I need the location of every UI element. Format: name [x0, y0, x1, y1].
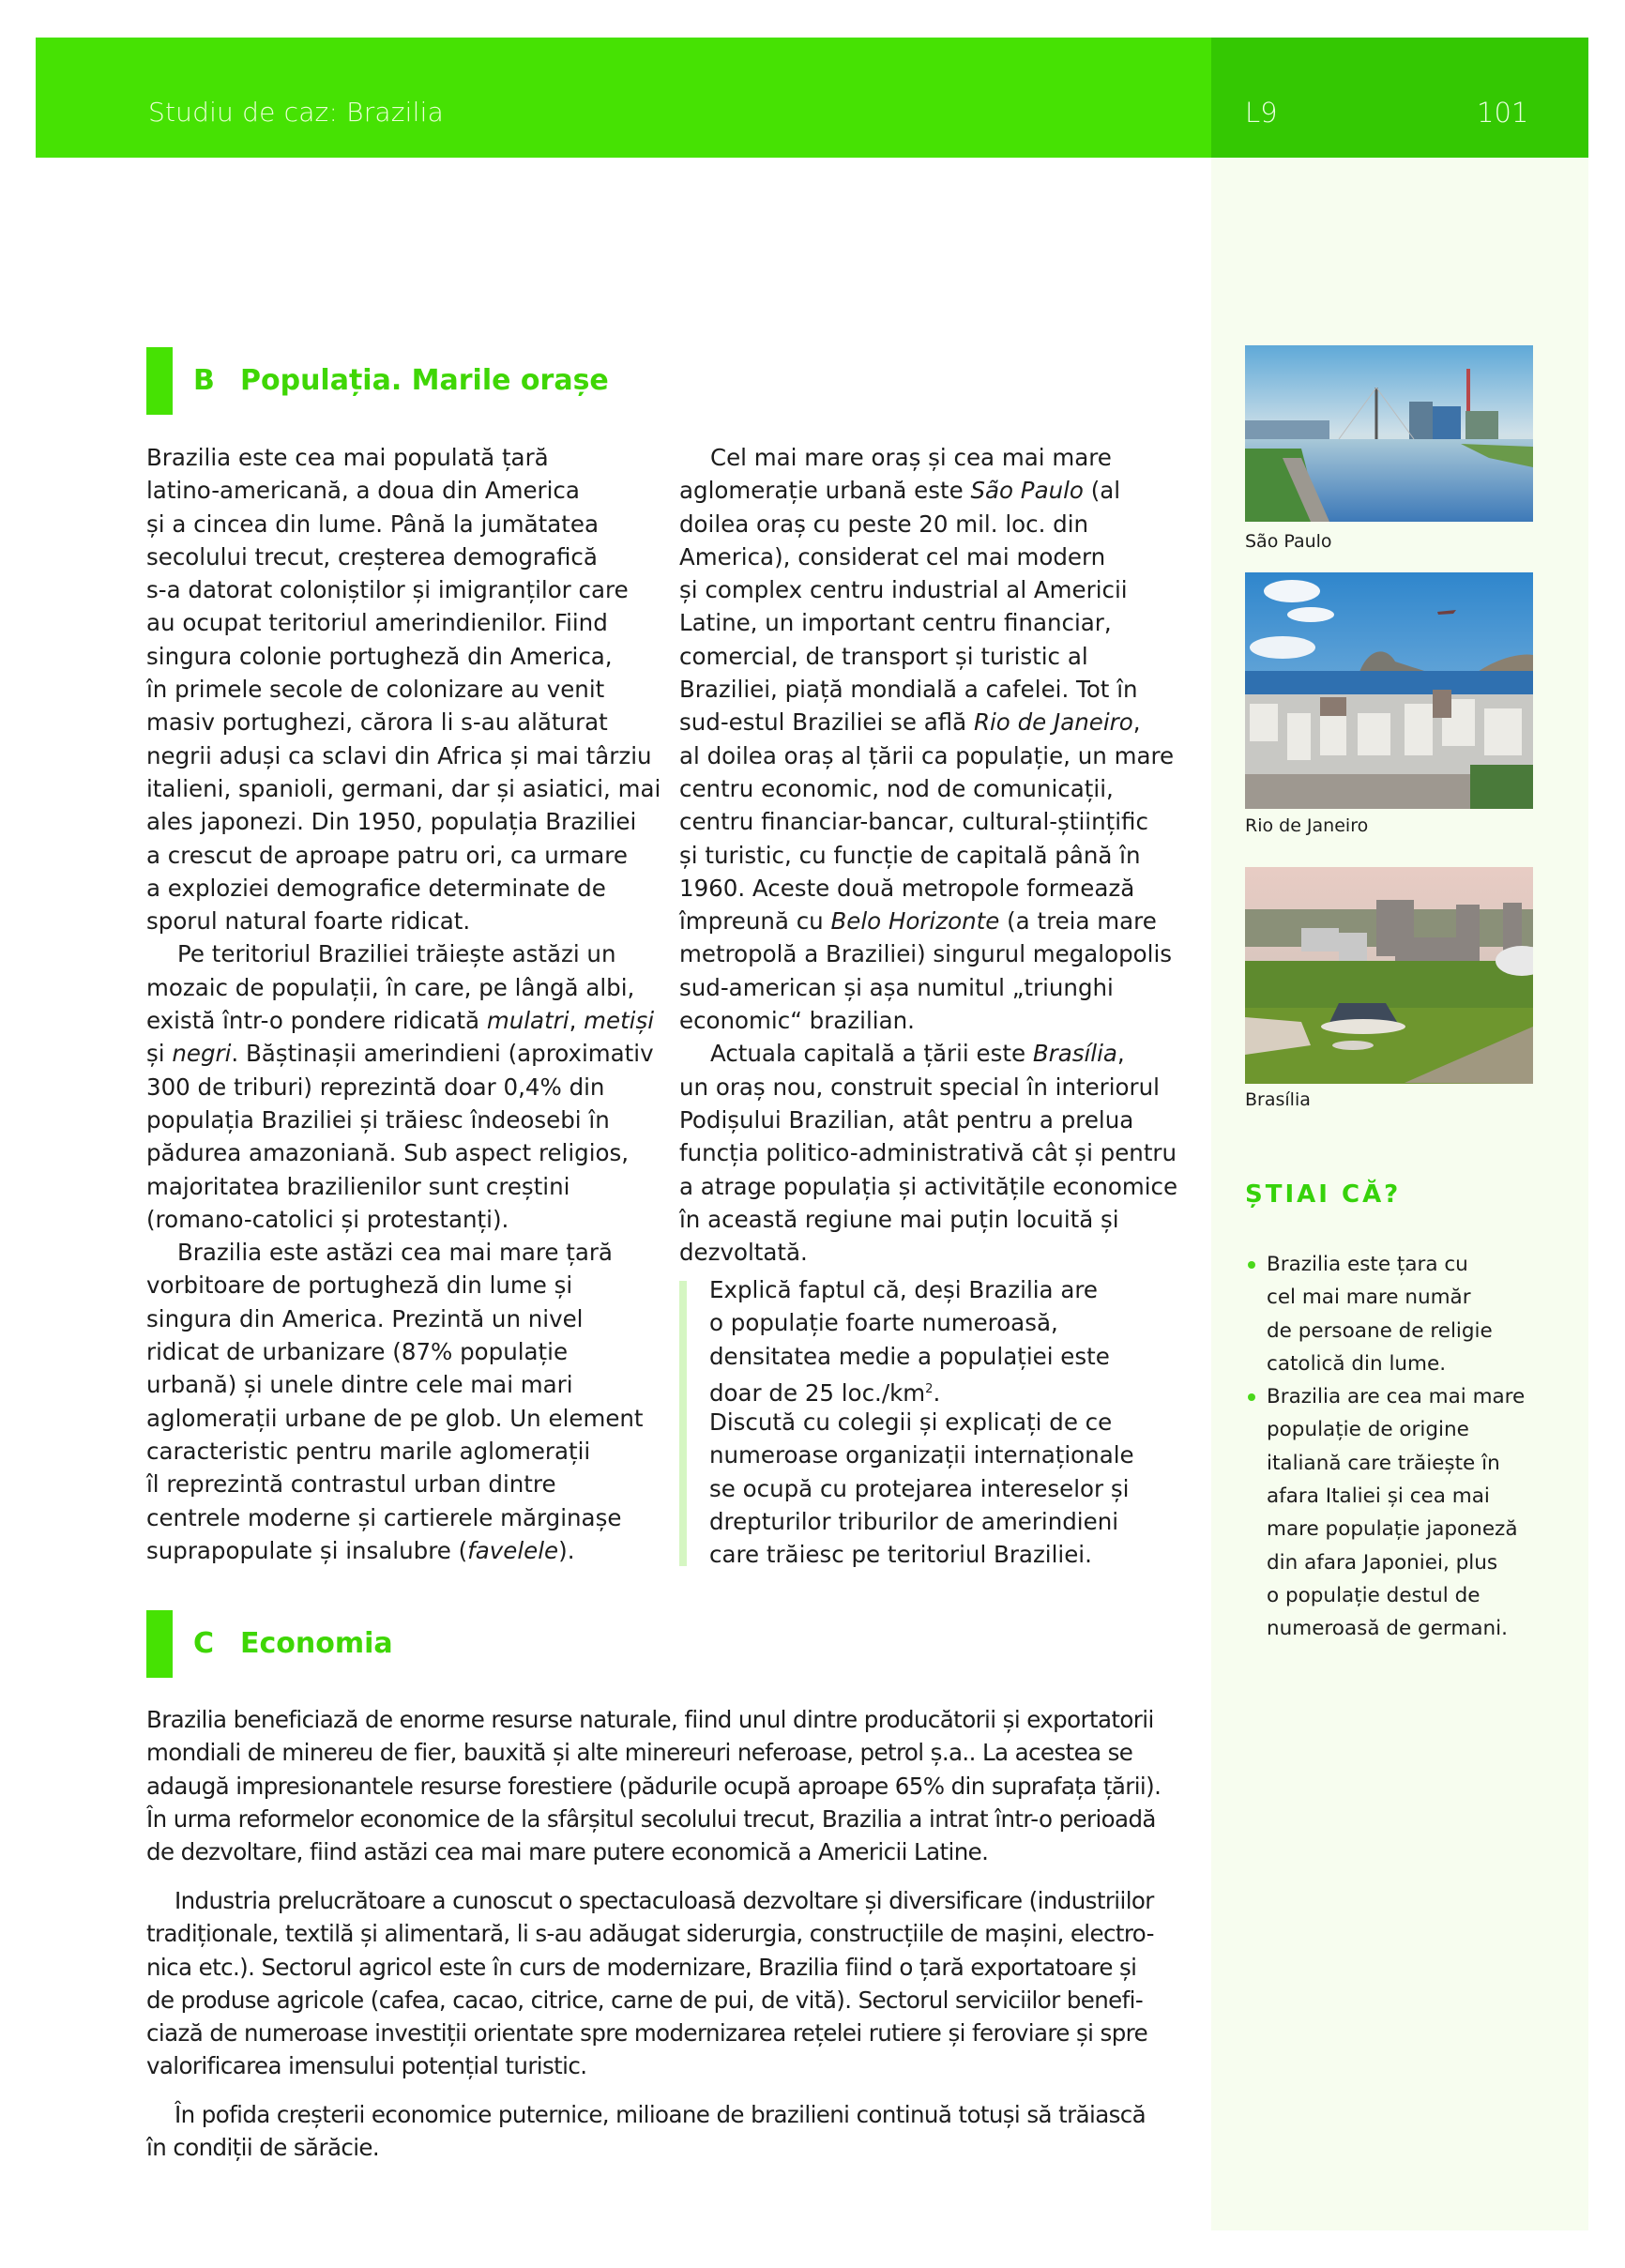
tip-line: mare populație japoneză — [1267, 1517, 1518, 1542]
text-line — [146, 1534, 653, 1567]
photo-caption: Brasília — [1245, 1089, 1311, 1110]
text-run: Actuala capitală a țării este — [710, 1040, 1033, 1068]
text-line: tradiționale, textilă și alimentară, li s-au adăugat siderurgia, construcțiile de mașini, electro- — [146, 1920, 1154, 1948]
text-line: Pe teritoriul Braziliei trăiește astăzi un — [177, 940, 616, 968]
text-run: suprapopulate și insalubre ( — [146, 1536, 468, 1564]
section-c-heading — [146, 1610, 709, 1678]
text-run: , — [1116, 1040, 1125, 1068]
superscript: 2 — [925, 1381, 934, 1396]
text-line: centrele moderne și cartierele mărginașe — [146, 1503, 622, 1531]
tip-line: populație de origine — [1267, 1418, 1469, 1442]
text-line: de produse agricole (cafea, cacao, citrice, carne de pui, de vită). Sectorul serviciilor benefi- — [146, 1986, 1144, 2014]
brasilia-photo-icon — [1245, 867, 1533, 1084]
text-line: America), considerat cel mai modern — [679, 542, 1106, 571]
section-marker — [146, 347, 173, 415]
text-run: doar de 25 loc./km — [709, 1379, 926, 1408]
text-line: majoritatea brazilienilor sunt creștini — [146, 1172, 570, 1200]
text-line: singura colonie portugheză din America, — [146, 642, 613, 670]
text-run: , — [1132, 708, 1141, 737]
text-line: singura din America. Prezintă un nivel — [146, 1304, 584, 1332]
text-line: Cel mai mare oraș și cea mai mare — [710, 444, 1112, 471]
text-line: nica etc.). Sectorul agricol este în curs de modernizare, Brazilia fiind o țară exportatoare și — [146, 1953, 1137, 1981]
text-run: aglomerație urbană este — [679, 477, 971, 505]
text-run: sud-estul Braziliei se află — [679, 708, 974, 737]
did-you-know-title: ȘTIAI CĂ? — [1245, 1180, 1402, 1209]
text-run: Brazilia este țara cu — [1267, 1253, 1468, 1276]
city-name: Belo Horizonte — [830, 907, 1000, 936]
text-line: a atrage populația și activitățile economice — [679, 1172, 1178, 1200]
economy-paragraph-3 — [146, 2098, 1178, 2165]
text-line: dezvoltată. — [679, 1239, 808, 1267]
text-line: Brazilia este cea mai populată țară — [146, 444, 549, 471]
section-title: Populația. Marile orașe — [240, 364, 609, 397]
text-line: italieni, spanioli, germani, dar și asiatici, mai — [146, 774, 661, 802]
task-line: o populație foarte numeroasă, — [709, 1309, 1058, 1337]
text-line: Brazilia este astăzi cea mai mare țară — [177, 1239, 613, 1267]
text-line: aglomerații urbane de pe glob. Un element — [146, 1404, 644, 1432]
tip-line: o populație destul de — [1267, 1583, 1481, 1607]
text-line: a crescut de aproape patru ori, ca urmare — [146, 841, 628, 869]
sao-paulo-skyline-photo — [1245, 345, 1533, 522]
task-line — [709, 1373, 1178, 1406]
tip-line — [1248, 1380, 1525, 1413]
tip-line: catolică din lume. — [1267, 1351, 1447, 1376]
text-line: masiv portughezi, cărora li s-au alăturat — [146, 708, 608, 737]
text-line: centru economic, nod de comunicații, — [679, 774, 1114, 802]
text-run: Brazilia are cea mai mare — [1267, 1385, 1526, 1409]
text-line — [679, 474, 1186, 507]
section-b-heading — [146, 347, 709, 415]
text-line: centru financiar-bancar, cultural-științific — [679, 808, 1148, 836]
rio-photo-icon — [1245, 572, 1533, 809]
text-line: în această regiune mai puțin locuită și — [679, 1205, 1119, 1233]
text-line: latino-americană, a doua din America — [146, 477, 580, 505]
task-line: Discută cu colegii și explicați de ce — [709, 1408, 1113, 1437]
bullet-icon — [1248, 1261, 1255, 1269]
section-letter: C — [193, 1627, 215, 1660]
photo-caption: São Paulo — [1245, 531, 1332, 552]
tip-line: din afara Japoniei, plus — [1267, 1550, 1498, 1575]
text-line: vorbitoare de portugheză din lume și — [146, 1271, 573, 1300]
task-line: drepturilor triburilor de amerindieni — [709, 1508, 1119, 1536]
text-run: există într-o pondere ridicată — [146, 1007, 487, 1035]
text-line: secolului trecut, creșterea demografică — [146, 542, 598, 571]
tip-line: numeroasă de germani. — [1267, 1617, 1508, 1641]
text-line: ales japonezi. Din 1950, populația Braziliei — [146, 808, 637, 836]
task-line: Explică faptul că, deși Brazilia are — [709, 1276, 1098, 1303]
task-line: care trăiesc pe teritoriul Braziliei. — [709, 1541, 1092, 1569]
text-line: în condiții de sărăcie. — [146, 2134, 380, 2162]
text-line: Brazilia beneficiază de enorme resurse naturale, fiind unul dintre producătorii și exportatorii — [146, 1706, 1154, 1733]
text-line: sud-american și așa numitul „triunghi — [679, 973, 1114, 1001]
did-you-know-list — [1248, 1248, 1525, 1646]
text-line: al doilea oraș al țării ca populație, un mare — [679, 741, 1175, 769]
task-line: se ocupă cu protejarea intereselor și — [709, 1474, 1130, 1502]
text-line: comercial, de transport și turistic al — [679, 642, 1088, 670]
text-line: economic“ brazilian. — [679, 1007, 915, 1035]
tip-line: italiană care trăiește în — [1267, 1451, 1500, 1475]
section-marker — [146, 1610, 173, 1678]
text-run: și — [146, 1040, 173, 1068]
text-line: ridicat de urbanizare (87% populație — [146, 1338, 569, 1366]
text-line: Braziliei, piață mondială a cafelei. Tot în — [679, 676, 1138, 704]
text-line: adaugă impresionantele resurse forestiere (pădurile ocupă aproape 65% din suprafața țării). — [146, 1772, 1162, 1800]
text-line — [146, 1004, 653, 1037]
text-line: și turistic, cu funcție de capitală până în — [679, 841, 1141, 869]
text-line — [679, 1037, 1186, 1070]
city-name: Brasília — [1032, 1040, 1117, 1068]
bullet-icon — [1248, 1393, 1255, 1401]
text-run: împreună cu — [679, 907, 831, 936]
tip-line: cel mai mare număr — [1267, 1286, 1471, 1310]
text-line: de dezvoltare, fiind astăzi cea mai mare putere economică a Americii Latine. — [146, 1838, 989, 1866]
page-number: 101 — [1477, 97, 1529, 129]
section-letter: B — [193, 364, 215, 397]
sao-paulo-photo-icon — [1245, 345, 1533, 522]
text-line: Podișului Brazilian, atât pentru a prelua — [679, 1105, 1134, 1134]
economy-paragraph-2 — [146, 1884, 1178, 2083]
text-run: (al — [1083, 477, 1121, 505]
text-line: În pofida creșterii economice puternice, milioane de brazilieni continuă totuși să trăiască — [175, 2101, 1147, 2128]
text-line: și complex centru industrial al Americii — [679, 576, 1128, 604]
city-name: São Paulo — [970, 477, 1084, 505]
task-line: densitatea medie a populației este — [709, 1342, 1110, 1370]
text-line: populația Braziliei și trăiesc îndeosebi în — [146, 1105, 610, 1134]
text-line: metropolă a Braziliei) singurul megalopolis — [679, 940, 1173, 968]
left-column-text — [146, 441, 661, 1567]
running-title: Studiu de caz: Brazilia — [148, 97, 444, 128]
text-run: ). — [558, 1536, 575, 1564]
text-line — [146, 1037, 653, 1070]
text-run: , — [569, 1007, 585, 1035]
photo-caption: Rio de Janeiro — [1245, 815, 1369, 836]
text-line: (romano-catolici și protestanți). — [146, 1205, 509, 1233]
section-title: Economia — [240, 1627, 393, 1660]
text-line: 1960. Aceste două metropole formează — [679, 874, 1135, 902]
text-line: urbană) și unele dintre cele mai mari — [146, 1371, 573, 1399]
emphasis: favelele — [467, 1536, 559, 1564]
task-line: numeroase organizații internaționale — [709, 1441, 1134, 1469]
rio-de-janeiro-bay-photo — [1245, 572, 1533, 809]
text-line — [679, 905, 1186, 937]
text-line: în primele secole de colonizare au venit — [146, 676, 605, 704]
text-line: caracteristic pentru marile aglomerații — [146, 1437, 591, 1465]
economy-paragraph-1 — [146, 1703, 1178, 1868]
brasilia-cathedral-photo — [1245, 867, 1533, 1084]
text-line: negrii aduși ca sclavi din Africa și mai târziu — [146, 741, 652, 769]
text-line: mozaic de populații, în care, pe lângă albi, — [146, 973, 635, 1001]
text-line: În urma reformelor economice de la sfârșitul secolului trecut, Brazilia a intrat într-o perioadă — [146, 1804, 1156, 1833]
task-marker-bar — [679, 1281, 687, 1566]
text-run: . — [933, 1379, 941, 1408]
tip-line — [1248, 1248, 1525, 1281]
text-line: a exploziei demografice determinate de — [146, 874, 606, 902]
text-line: și a cincea din lume. Până la jumătatea — [146, 510, 599, 538]
text-line: Latine, un important centru financiar, — [679, 609, 1112, 637]
text-line — [679, 706, 1186, 738]
emphasis: negri — [172, 1040, 232, 1068]
lesson-label: L9 — [1245, 97, 1278, 129]
right-column-text — [679, 441, 1186, 1269]
text-run: (a treia mare — [999, 907, 1157, 936]
text-line: doilea oraș cu peste 20 mil. loc. din — [679, 510, 1089, 538]
text-line: pădurea amazoniană. Sub aspect religios, — [146, 1139, 630, 1167]
text-line: Industria prelucrătoare a cunoscut o spectaculoasă dezvoltare și diversificare (industriilor — [175, 1887, 1154, 1914]
text-line: valorificarea imensului potențial turistic. — [146, 2052, 587, 2080]
text-line: 300 de triburi) reprezintă doar 0,4% din — [146, 1073, 605, 1101]
text-line: un oraș nou, construit special în interiorul — [679, 1073, 1160, 1101]
tip-line: afara Italiei și cea mai — [1267, 1484, 1490, 1509]
text-line: ciază de numeroase investiții orientate spre modernizarea rețelei rutiere și feroviare și spre — [146, 2019, 1148, 2047]
tip-line: de persoane de religie — [1267, 1318, 1493, 1343]
text-line: îl reprezintă contrastul urban dintre — [146, 1470, 556, 1499]
text-line: au ocupat teritoriul amerindienilor. Fiind — [146, 609, 608, 637]
text-run: . Băștinașii amerindieni (aproximativ — [231, 1040, 654, 1068]
text-line: funcția politico-administrativă cât și pentru — [679, 1139, 1177, 1167]
text-line: mondiali de minereu de fier, bauxită și alte minereuri neferoase, petrol ș.a.. La acestea se — [146, 1739, 1133, 1767]
text-line: sporul natural foarte ridicat. — [146, 907, 471, 936]
emphasis: metiși — [584, 1007, 655, 1035]
emphasis: mulatri — [486, 1007, 570, 1035]
task-list — [709, 1273, 1178, 1572]
city-name: Rio de Janeiro — [973, 708, 1133, 737]
text-line: s-a datorat coloniștilor și imigranților care — [146, 576, 629, 604]
